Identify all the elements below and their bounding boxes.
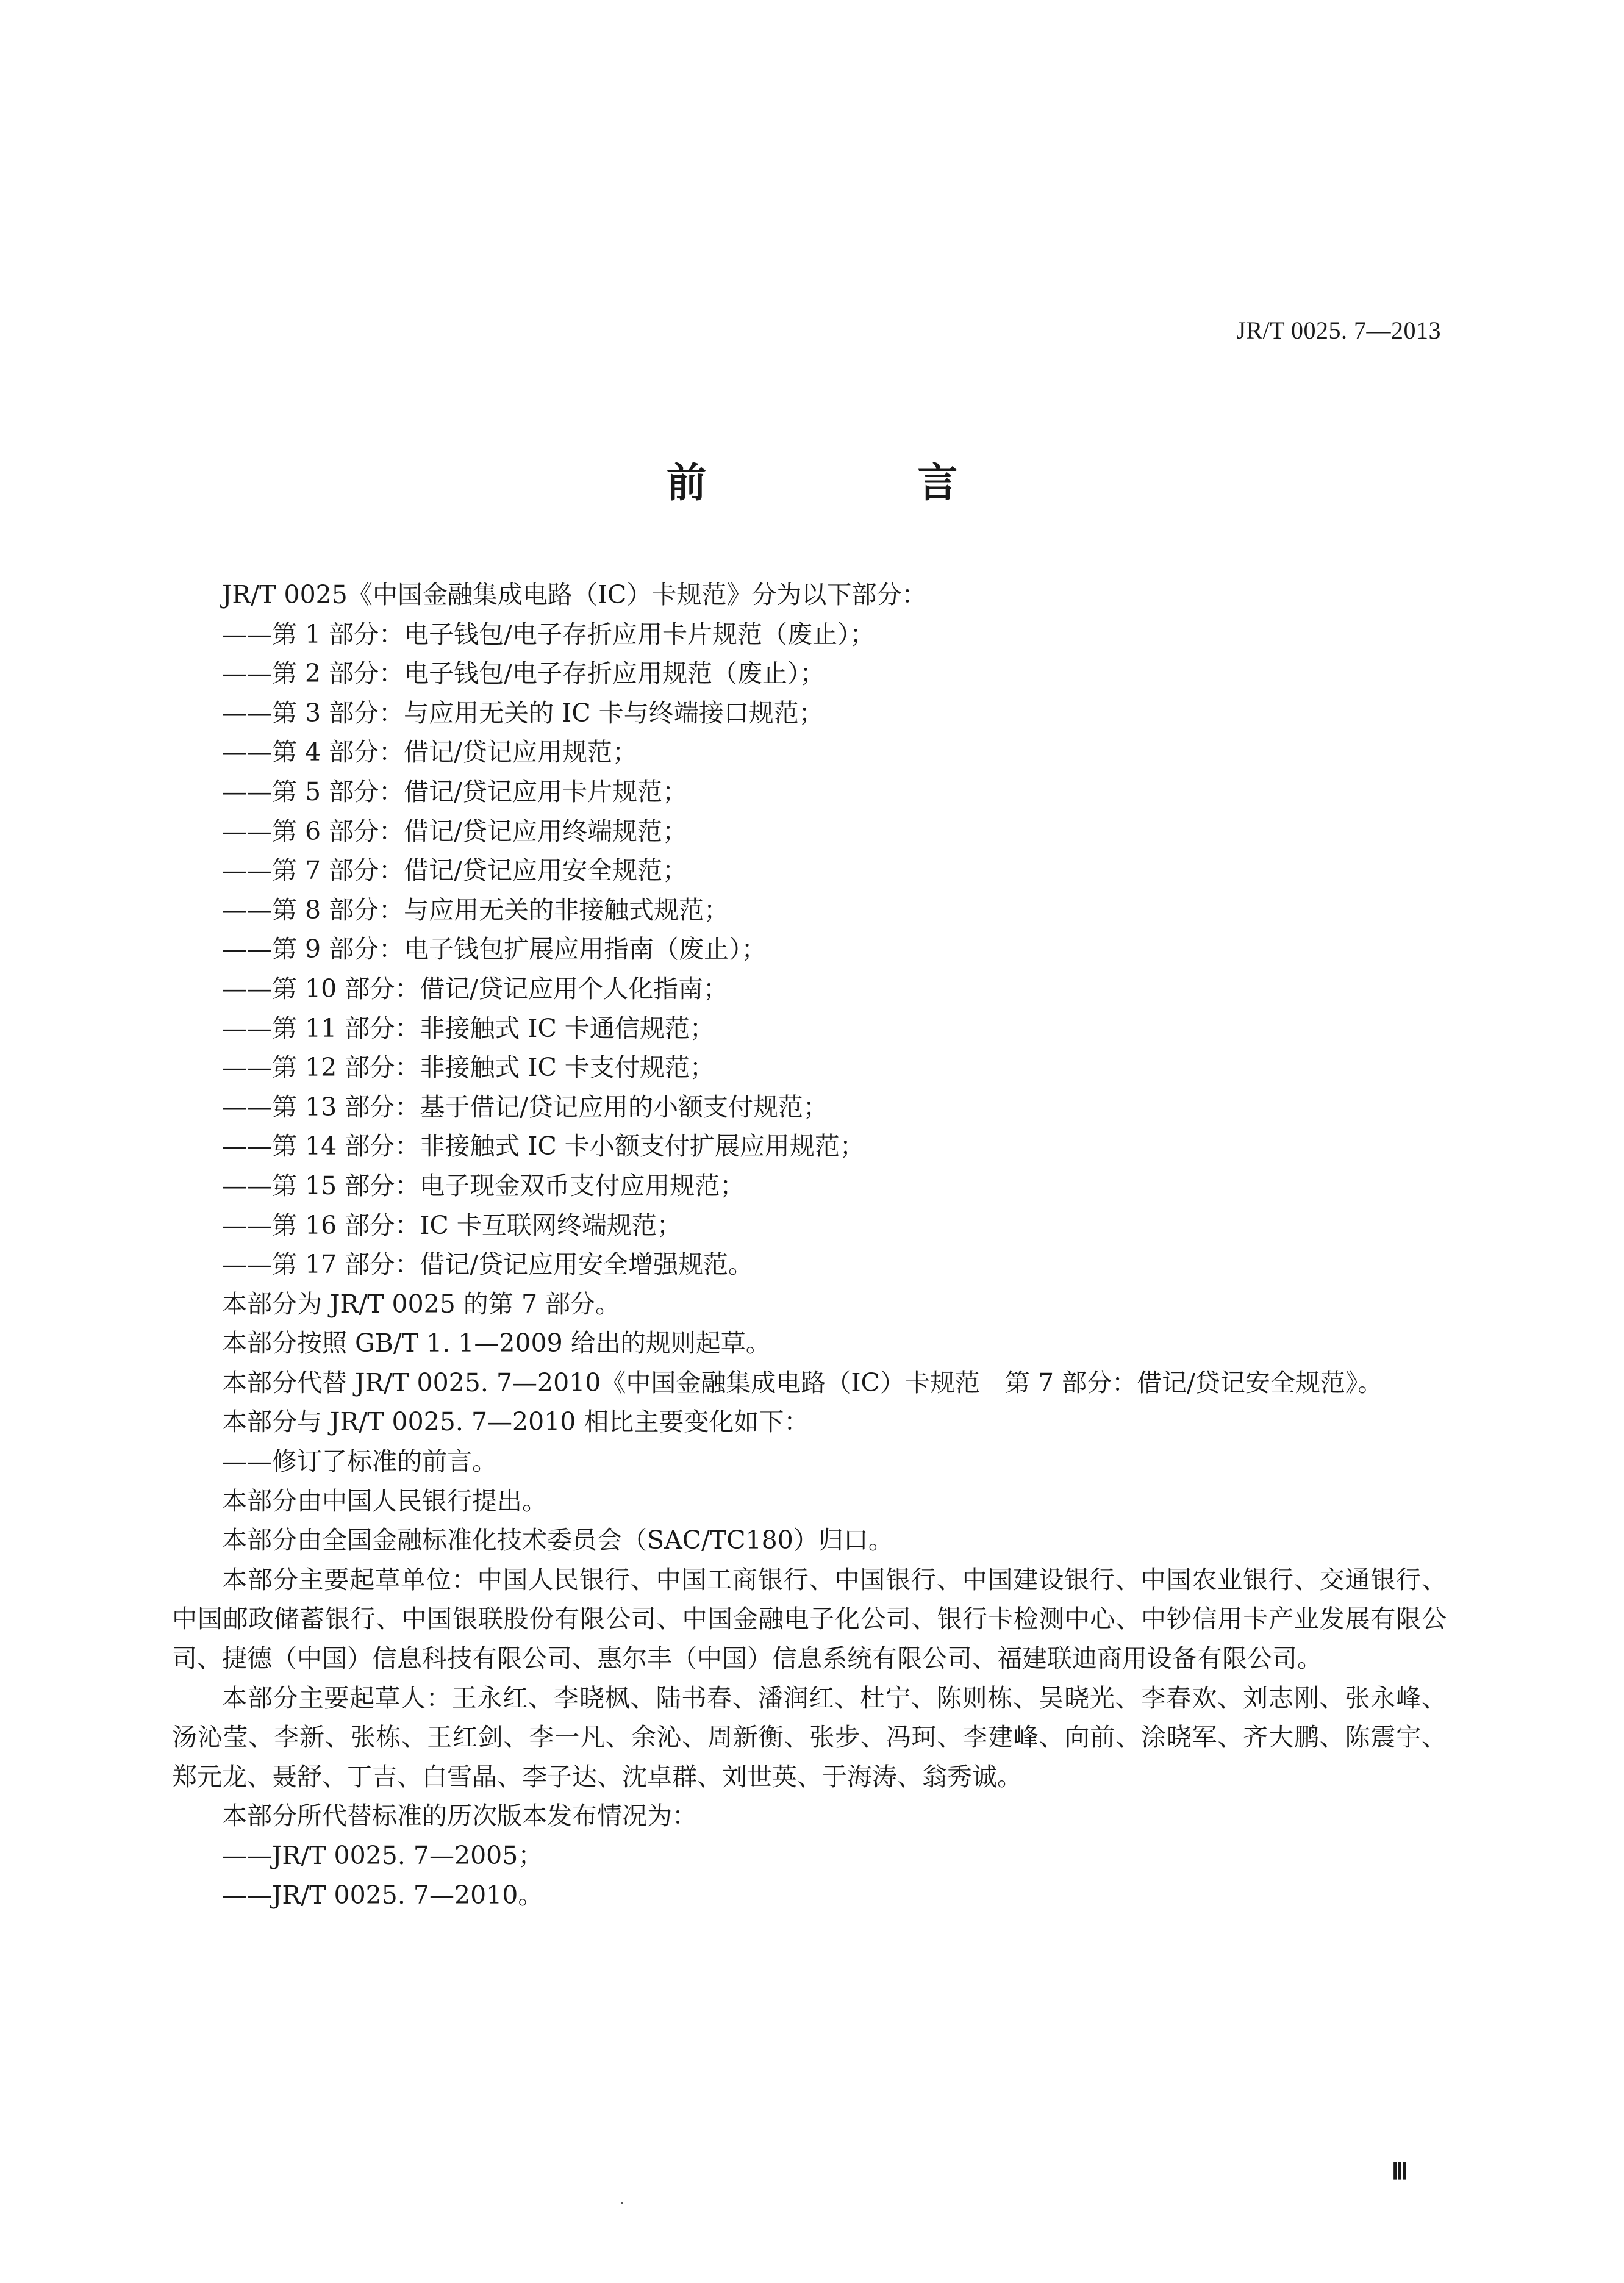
part-item: ——第 15 部分：电子现金双币支付应用规范； (222, 1170, 745, 1200)
history-item: ——JR/T 0025. 7—2005； (222, 1841, 543, 1870)
part-item: ——第 1 部分：电子钱包/电子存折应用卡片规范（废止）； (222, 619, 875, 649)
part-item: ——第 3 部分：与应用无关的 IC 卡与终端接口规范； (222, 698, 824, 728)
part-item: ——第 8 部分：与应用无关的非接触式规范； (222, 895, 729, 925)
part-item: ——第 17 部分：借记/贷记应用安全增强规范。 (222, 1250, 754, 1280)
replaces-statement: 本部分代替 JR/T 0025. 7—2010《中国金融集成电路（IC）卡规范 第 7 部分：借记/贷记安全规范》。 (222, 1367, 1383, 1397)
proposed-by-statement: 本部分由中国人民银行提出。 (222, 1486, 547, 1516)
part-item: ——第 5 部分：借记/贷记应用卡片规范； (222, 776, 687, 806)
drafting-rule-statement: 本部分按照 GB/T 1. 1—2009 给出的规则起草。 (222, 1328, 771, 1358)
change-item: ——修订了标准的前言。 (222, 1447, 497, 1477)
page-title: 前 言 (666, 459, 1043, 506)
drafters-paragraph: 本部分主要起草人：王永红、李晓枫、陆书春、潘润红、杜宁、陈则栋、吴晓光、李春欢、刘志刚、张永峰、汤沁莹、李新、张栋、王红剑、李一凡、余沁、周新衡、张步、冯珂、李建峰、向前、涂晓军、齐大鹏、陈震宇、郑元龙、聂舒、丁吉、白雪晶、李子达、沈卓群、刘世英、于海涛、翁秀诚。 (172, 1683, 1447, 1791)
changes-intro: 本部分与 JR/T 0025. 7—2010 相比主要变化如下： (222, 1407, 809, 1437)
part-item: ——第 12 部分：非接触式 IC 卡支付规范； (222, 1053, 715, 1083)
history-item: ——JR/T 0025. 7—2010。 (222, 1880, 543, 1910)
page-number: Ⅲ (1392, 2159, 1408, 2185)
part-item: ——第 10 部分：借记/贷记应用个人化指南； (222, 973, 729, 1003)
part-item: ——第 13 部分：基于借记/贷记应用的小额支付规范； (222, 1092, 829, 1122)
standard-code: JR/T 0025. 7—2013 (1236, 317, 1441, 344)
part-item: ——第 2 部分：电子钱包/电子存折应用规范（废止）； (222, 659, 825, 689)
drafting-units-paragraph: 本部分主要起草单位：中国人民银行、中国工商银行、中国银行、中国建设银行、中国农业银行、交通银行、中国邮政储蓄银行、中国银联股份有限公司、中国金融电子化公司、银行卡检测中心、中钞信用卡产业发展有限公司、捷德（中国）信息科技有限公司、惠尔丰（中国）信息系统有限公司、福建联迪商用设备有限公司。 (172, 1564, 1447, 1674)
part-item: ——第 14 部分：非接触式 IC 卡小额支付扩展应用规范； (222, 1131, 865, 1161)
intro-line: JR/T 0025《中国金融集成电路（IC）卡规范》分为以下部分： (222, 580, 927, 609)
managed-by-statement: 本部分由全国金融标准化技术委员会（SAC/TC180）归口。 (222, 1525, 893, 1555)
part-item: ——第 4 部分：借记/贷记应用规范； (222, 737, 637, 767)
scan-speck (621, 2202, 623, 2204)
foreword-body (172, 575, 1447, 1915)
part-of-statement: 本部分为 JR/T 0025 的第 7 部分。 (222, 1289, 621, 1319)
part-item: ——第 16 部分：IC 卡互联网终端规范； (222, 1210, 682, 1240)
part-item: ——第 11 部分：非接触式 IC 卡通信规范； (222, 1013, 715, 1043)
part-item: ——第 7 部分：借记/贷记应用安全规范； (222, 856, 687, 886)
part-item: ——第 9 部分：电子钱包扩展应用指南（废止）； (222, 934, 767, 964)
part-item: ——第 6 部分：借记/贷记应用终端规范； (222, 816, 687, 846)
history-intro: 本部分所代替标准的历次版本发布情况为： (222, 1801, 697, 1831)
